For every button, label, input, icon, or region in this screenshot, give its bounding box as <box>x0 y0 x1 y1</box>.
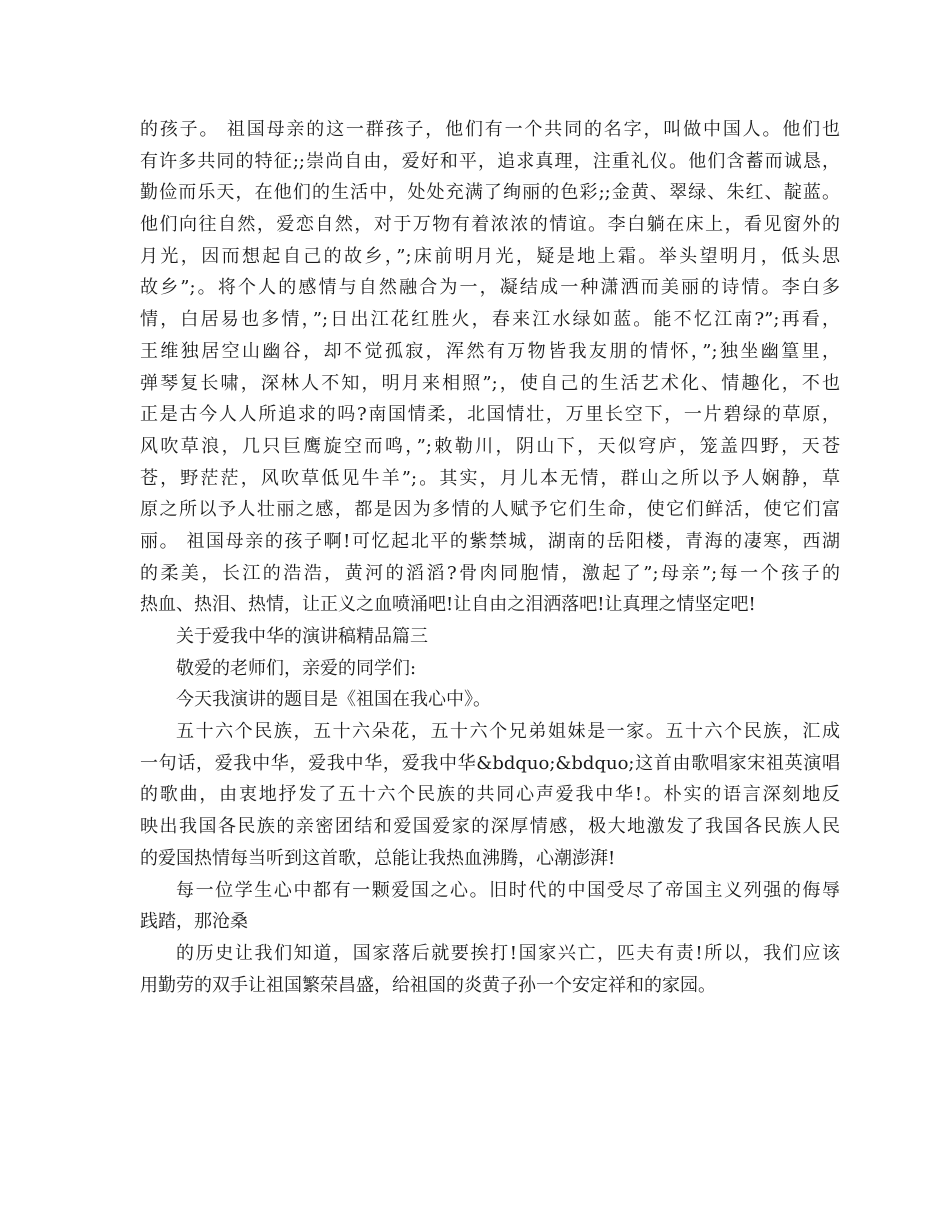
text-line: 正是古今人人所追求的吗?南国情柔，北国情壮，万里长空下，一片碧绿的草原， <box>140 404 840 426</box>
text-line: 的歌曲，由衷地抒发了五十六个民族的共同心声爱我中华!。朴实的语言深刻地反 <box>140 784 840 806</box>
text-line: 原之所以予人壮丽之感，都是因为多情的人赋予它们生命，使它们鲜活，使它们富 <box>140 499 840 521</box>
text-line: 风吹草浪，几只巨鹰旋空而鸣，”;敕勒川，阴山下，天似穹庐，笼盖四野，天苍 <box>140 435 840 457</box>
text-line: 弹琴复长啸，深林人不知，明月来相照”;，使自己的生活艺术化、情趣化，不也 <box>140 372 840 394</box>
text-line: 映出我国各民族的亲密团结和爱国爱家的深厚情感，极大地激发了我国各民族人民 <box>140 816 840 838</box>
text-line: 的柔美，长江的浩浩，黄河的滔滔?骨肉同胞情，激起了”;母亲”;每一个孩子的 <box>140 562 840 584</box>
text-line: 敬爱的老师们，亲爱的同学们: <box>176 657 417 679</box>
text-line: 他们向往自然，爱恋自然，对于万物有着浓浓的情谊。李白躺在床上，看见窗外的 <box>140 214 840 236</box>
document-body <box>140 114 840 1001</box>
text-line: 的孩子。 祖国母亲的这一群孩子，他们有一个共同的名字，叫做中国人。他们也 <box>140 119 840 140</box>
text-line: 情，白居易也多情，”;日出江花红胜火，春来江水绿如蓝。能不忆江南?”;再看， <box>140 309 840 331</box>
text-line: 故乡”;。将个人的感情与自然融合为一，凝结成一种潇洒而美丽的诗情。李白多 <box>140 277 840 299</box>
text-line: 苍，野茫茫，风吹草低见牛羊”;。其实，月儿本无情，群山之所以予人娴静，草 <box>140 467 840 489</box>
text-line: 月光，因而想起自己的故乡，”;床前明月光，疑是地上霜。举头望明月，低头思 <box>140 245 840 267</box>
text-line: 今天我演讲的题目是《祖国在我心中》。 <box>176 689 491 711</box>
text-line: 的历史让我们知道，国家落后就要挨打!国家兴亡，匹夫有责!所以，我们应该 <box>176 942 840 964</box>
text-line: 丽。 祖国母亲的孩子啊!可忆起北平的紫禁城，湖南的岳阳楼，青海的凄寒，西湖 <box>140 530 840 552</box>
text-line: 一句话，爱我中华，爱我中华，爱我中华&bdquo;&bdquo;这首由歌唱家宋祖英演唱 <box>140 752 840 774</box>
text-line: 关于爱我中华的演讲稿精品篇三 <box>176 626 428 647</box>
text-line: 有许多共同的特征;;崇尚自由，爱好和平，追求真理，注重礼仪。他们含蓄而诚恳， <box>140 150 840 172</box>
text-line: 的爱国热情每当听到这首歌，总能让我热血沸腾，心潮澎湃! <box>140 847 616 869</box>
text-line: 每一位学生心中都有一颗爱国之心。旧时代的中国受尽了帝国主义列强的侮辱 <box>176 879 840 901</box>
text-line: 热血、热泪、热情，让正义之血喷涌吧!让自由之泪洒落吧!让真理之情坚定吧! <box>140 594 756 616</box>
text-line: 践踏，那沧桑 <box>140 911 248 933</box>
text-line: 五十六个民族，五十六朵花，五十六个兄弟姐妹是一家。五十六个民族，汇成 <box>176 721 840 743</box>
text-line: 王维独居空山幽谷，却不觉孤寂，浑然有万物皆我友朋的情怀，”;独坐幽篁里， <box>140 340 840 362</box>
text-line: 用勤劳的双手让祖国繁荣昌盛，给祖国的炎黄子孙一个安定祥和的家园。 <box>140 974 716 996</box>
text-line: 勤俭而乐天，在他们的生活中，处处充满了绚丽的色彩;;金黄、翠绿、朱红、靛蓝。 <box>140 182 840 204</box>
